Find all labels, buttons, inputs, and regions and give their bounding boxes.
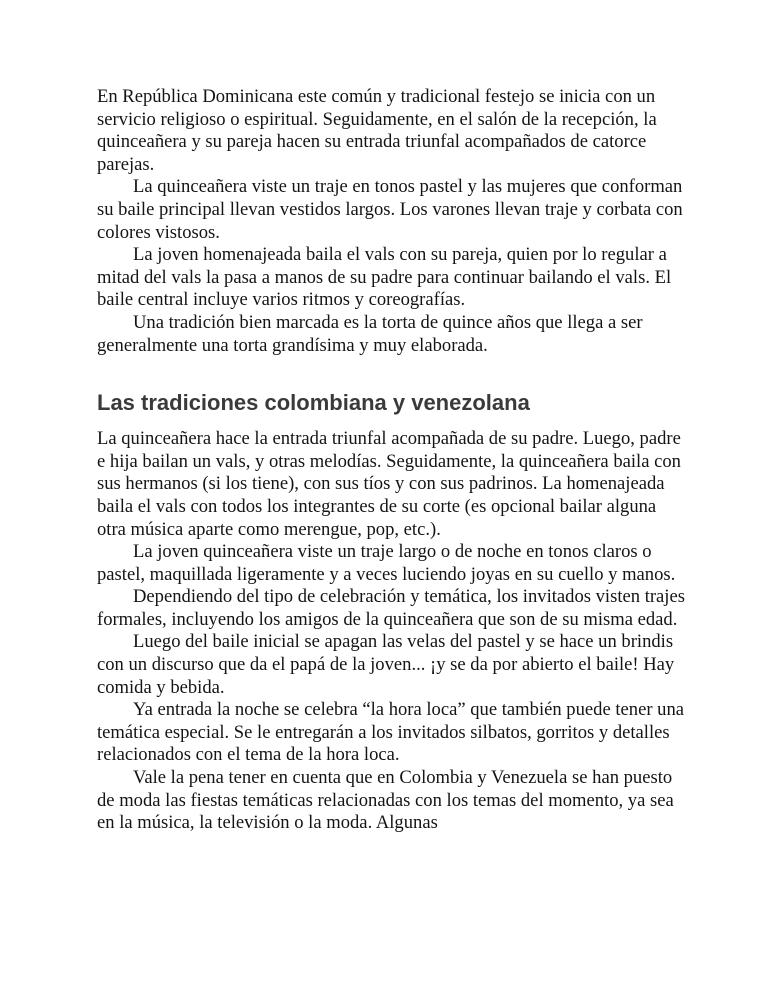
paragraph: La quinceañera viste un traje en tonos pastel y las mujeres que conforman su baile principal llevan vestidos largos. Los varones llevan traje y corbata con colores vistosos. xyxy=(97,176,683,243)
paragraph: La joven homenajeada baila el vals con su pareja, quien por lo regular a mitad del vals la pasa a manos de su padre para continuar bailando el vals. El baile central incluye varios ritmos y coreografías. xyxy=(97,244,672,311)
paragraph: En República Dominicana este común y tradicional festejo se inicia con un servicio religioso o espiritual. Seguidamente, en el salón de la recepción, la quinceañera y su pareja hacen su entrada triunfal acompañados de catorce parejas. xyxy=(97,86,657,175)
paragraph: Luego del baile inicial se apagan las velas del pastel y se hace un brindis con un discurso que da el papá de la joven... ¡y se da por abierto el baile! Hay comida y bebida. xyxy=(97,631,675,698)
document-page xyxy=(97,86,687,835)
paragraph: Dependiendo del tipo de celebración y temática, los invitados visten trajes formales, incluyendo los amigos de la quinceañera que son de su misma edad. xyxy=(97,586,685,630)
section-colombian-venezuelan-tradition xyxy=(97,428,687,835)
paragraph: Ya entrada la noche se celebra “la hora loca” que también puede tener una temática especial. Se le entregarán a los invitados silbatos, gorritos y detalles relacionados con el tema de la hora loca. xyxy=(97,699,685,766)
section-dominican-tradition xyxy=(97,86,687,357)
paragraph: Una tradición bien marcada es la torta de quince años que llega a ser generalmente una torta grandísima y muy elaborada. xyxy=(97,311,643,356)
paragraph: La joven quinceañera viste un traje largo o de noche en tonos claros o pastel, maquillada ligeramente y a veces luciendo joyas en su cuello y manos. xyxy=(97,541,676,585)
section-heading: Las tradiciones colombiana y venezolana xyxy=(97,390,530,416)
paragraph: La quinceañera hace la entrada triunfal acompañada de su padre. Luego, padre e hija bailan un vals, y otras melodías. Seguidamente, la quinceañera baila con sus hermanos (si los tiene), con sus tíos y con sus padrinos. La homenajeada baila el vals con todos los integrantes de su corte (es opcional bailar alguna otra música aparte como merengue, pop, etc.). xyxy=(97,428,681,540)
paragraph: Vale la pena tener en cuenta que en Colombia y Venezuela se han puesto de moda las fiestas temáticas relacionadas con los temas del momento, ya sea en la música, la televisión o la moda. Algunas xyxy=(97,767,674,834)
